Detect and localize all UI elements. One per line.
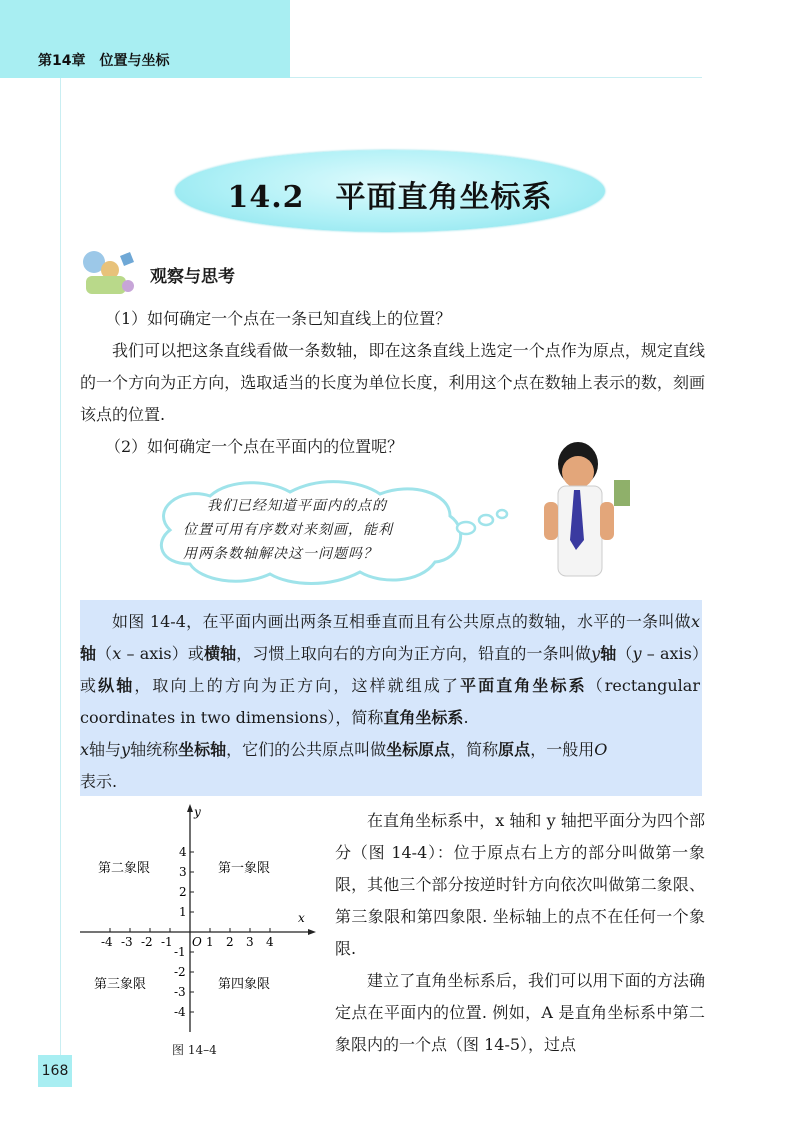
def-text-1: 如图 14-4，在平面内画出两条互相垂直而且有公共原点的数轴，水平的一条叫做 (112, 612, 691, 631)
thought-text (183, 494, 443, 566)
def-x-axis-term: 轴 (80, 644, 97, 663)
page-number: 168 (41, 1063, 69, 1079)
quadrant-3-label: 第三象限 (94, 977, 147, 992)
x-tick-label: 1 (206, 935, 214, 949)
method-paragraph: 建立了直角坐标系后，我们可以用下面的方法确定点在平面内的位置. 例如，A 是直角坐标系中第二象限内的一个点（图 14-5），过点 (335, 971, 705, 1054)
def-x: x (690, 612, 700, 631)
def-heng-term: 横轴 (204, 644, 237, 663)
def-text-3: – axis）或 (121, 644, 205, 663)
thought-line-3: 用两条数轴解决这一问题吗？ (183, 546, 378, 562)
def-term-plane: 平面直角坐标系 (460, 676, 587, 695)
coordinate-figure (80, 800, 320, 1044)
def-text-9: . (463, 708, 469, 727)
x-tick-label: -1 (161, 935, 173, 949)
def-term-axes: 坐标轴 (178, 740, 227, 759)
y-axis-label: y (194, 805, 201, 819)
observe-think-icon (80, 248, 140, 304)
def-term-rect: 直角坐标系 (383, 708, 464, 727)
def-text-7: ，取向上的方向为正方向，这样就组成了 (134, 676, 461, 695)
quadrant-4-label: 第四象限 (218, 977, 271, 992)
y-tick-label: 3 (179, 865, 187, 879)
x-axis-label: x (298, 911, 305, 925)
y-tick-label: 2 (179, 885, 187, 899)
y-axis-arrow (187, 804, 193, 812)
def-term-origin: 原点 (498, 740, 531, 759)
def-text-5: （ (616, 644, 633, 663)
x-tick-label: 4 (266, 935, 274, 949)
def-term-origin-full: 坐标原点 (386, 740, 451, 759)
x-tick-label: -4 (101, 935, 113, 949)
y-tick-label: 1 (179, 905, 187, 919)
thought-line-1: 我们已经知道平面内的点的 (207, 498, 387, 514)
def-x3: x (80, 740, 90, 759)
def-y3: y (121, 740, 131, 759)
def-zong-term: 纵轴 (98, 676, 135, 695)
def-text-11: 轴统称 (130, 740, 179, 759)
def-text-6: – axis）或 (80, 644, 700, 695)
def-o: O (594, 740, 608, 759)
x-tick-label: 3 (246, 935, 254, 949)
origin-label: O (192, 935, 202, 949)
def-text-13: ，简称 (450, 740, 499, 759)
y-tick-label: -1 (174, 945, 186, 959)
quadrant-paragraph: 在直角坐标系中，x 轴和 y 轴把平面分为四个部分（图 14-4）：位于原点右上方的部分叫做第一象限，其他三个部分按逆时针方向依次叫做第二象限、第三象限和第四象限. 坐标轴上的点不在任何一个象限. (335, 811, 705, 958)
header-rule (290, 77, 702, 78)
y-tick-label: -4 (174, 1005, 186, 1019)
thought-line-2: 位置可用有序数对来刻画，能利 (183, 522, 393, 538)
def-y2: y (632, 644, 642, 663)
def-text-4: ，习惯上取向右的方向为正方向，铅直的一条叫做 (236, 644, 592, 663)
def-text-15: 表示. (80, 772, 118, 791)
quadrant-1-label: 第一象限 (218, 861, 271, 876)
boy-illustration (538, 440, 638, 584)
x-tick-label: -3 (121, 935, 133, 949)
definition-text (80, 606, 717, 798)
x-axis-arrow (308, 929, 316, 935)
quadrant-2-label: 第二象限 (98, 861, 151, 876)
section-title: 14.2 平面直角坐标系 (227, 180, 553, 215)
question-2: （2）如何确定一个点在平面内的位置呢？ (105, 437, 404, 456)
chapter-title: 第14章 位置与坐标 (38, 53, 170, 69)
question-1: （1）如何确定一个点在一条已知直线上的位置？ (105, 309, 452, 328)
def-y: y (591, 644, 601, 663)
left-margin-rule (60, 78, 61, 1056)
def-text-2: （ (96, 644, 113, 663)
def-text-14: ，一般用 (530, 740, 595, 759)
def-text-8: （rectangular coordinates in two dimensions），简称 (80, 676, 717, 727)
y-tick-label: -2 (174, 965, 186, 979)
x-tick-label: -2 (141, 935, 153, 949)
figure-caption: 图 14–4 (172, 1043, 217, 1057)
def-x2: x (112, 644, 122, 663)
answer-paragraph-1: 我们可以把这条直线看做一条数轴，即在这条直线上选定一个点作为原点，规定直线的一个方向为正方向，选取适当的长度为单位长度，利用这个点在数轴上表示的数，刻画该点的位置. (80, 341, 705, 424)
y-tick-label: -3 (174, 985, 186, 999)
def-y-axis-term: 轴 (600, 644, 617, 663)
observe-heading: 观察与思考 (150, 267, 235, 287)
x-tick-label: 2 (226, 935, 234, 949)
def-text-12: ，它们的公共原点叫做 (226, 740, 387, 759)
y-tick-label: 4 (179, 845, 187, 859)
def-text-10: 轴与 (89, 740, 122, 759)
